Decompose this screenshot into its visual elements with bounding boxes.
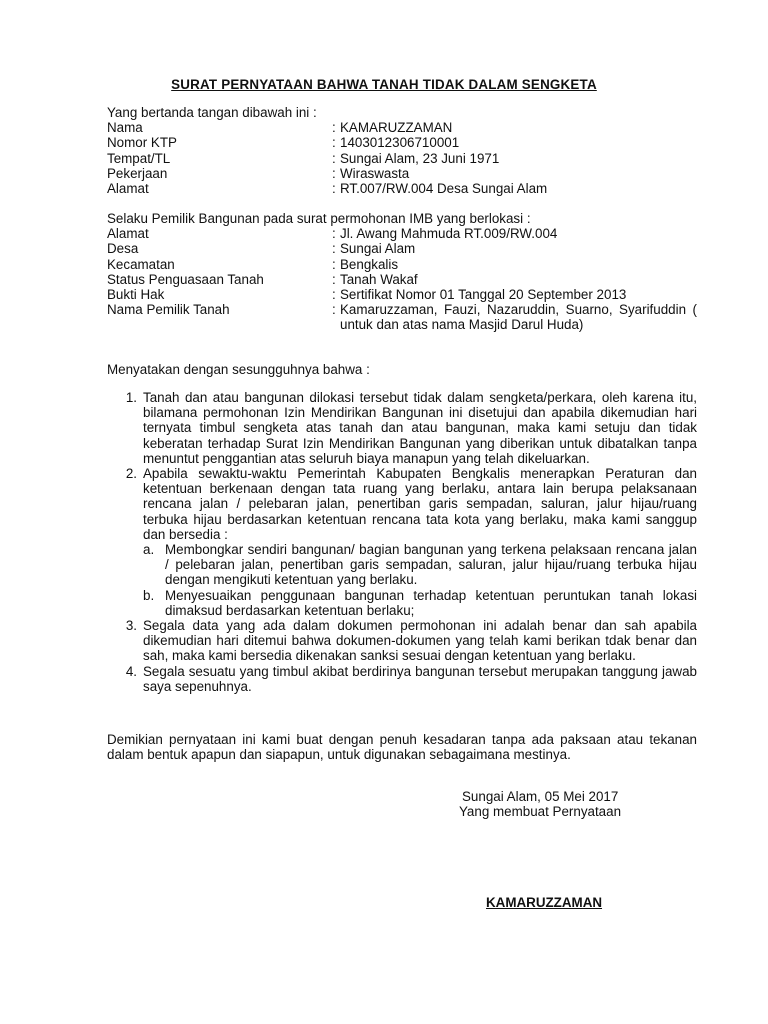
item-text: Apabila sewaktu-waktu Pemerintah Kabupaten Bengkalis menerapkan Peraturan dan ketentuan berkenaan dengan tata ruang yang berlaku, antara lain berupa pelaksanaan rencana jalan / pelebaran jalan, penertiban garis sempadan, saluran, jalur hijau/ruang terbuka hijau berdasarkan ketentuan rencana tata kota yang berlaku, maka kami sanggup dan bersedia : <box>143 466 697 542</box>
field-label: Nomor KTP <box>107 135 177 151</box>
signer-section <box>107 105 697 196</box>
list-item <box>107 618 697 664</box>
field-label: Kecamatan <box>107 256 175 272</box>
field-label: Desa <box>107 241 139 257</box>
person-row-job: Pekerjaan : Wiraswasta <box>107 166 697 181</box>
location-row-status: Status Penguasaan Tanah : Tanah Wakaf <box>107 272 697 287</box>
sub-item-label: a. <box>143 542 155 558</box>
field-value: Jl. Awang Mahmuda RT.009/RW.004 <box>340 226 558 242</box>
location-intro: Selaku Pemilik Bangunan pada surat permohonan IMB yang berlokasi : <box>107 211 531 226</box>
item-text: Segala data yang ada dalam dokumen permohonan ini adalah benar dan sah apabila dikemudian hari ditemui bahwa dokumen-dokumen yang telah kami berikan tdak benar dan sah, maka kami bersedia dikenakan sanksi sesuai dengan ketentuan yang berlaku. <box>143 618 697 664</box>
signer-role: Yang membuat Pernyataan <box>459 804 622 819</box>
list-item <box>107 664 697 694</box>
item-number: 4. <box>125 663 137 679</box>
field-label: Alamat <box>107 181 149 197</box>
sub-item <box>143 542 697 588</box>
field-label: Status Penguasaan Tanah <box>107 271 264 287</box>
field-value: Sungai Alam <box>340 241 416 257</box>
location-row-village: Desa : Sungai Alam <box>107 241 697 256</box>
field-value: KAMARUZZAMAN <box>340 120 453 136</box>
field-value: Tanah Wakaf <box>340 271 418 287</box>
sub-item-text: Menyesuaikan penggunaan bangunan terhadap ketentuan peruntukan tanah lokasi dimaksud berdasarkan ketentuan berlaku; <box>165 587 697 618</box>
field-value: Wiraswasta <box>340 165 410 181</box>
field-label: Nama <box>107 120 143 136</box>
field-value: 1403012306710001 <box>340 135 460 151</box>
item-number: 2. <box>125 466 137 482</box>
item-text: Segala sesuatu yang timbul akibat berdirinya bangunan tersebut merupakan tanggung jawab saya sepenuhnya. <box>143 663 697 694</box>
signer-name: KAMARUZZAMAN <box>486 895 603 910</box>
statement-intro: Menyatakan dengan sesungguhnya bahwa : <box>107 362 370 377</box>
item-number: 1. <box>125 390 137 405</box>
location-section <box>107 211 697 333</box>
field-value: Bengkalis <box>340 256 399 272</box>
item-text: Tanah dan atau bangunan dilokasi tersebut tidak dalam sengketa/perkara, oleh karena itu, bilamana permohonan Izin Mendirikan Bangunan ini disetujui dan apabila dikemudian hari ternyata timbul sengketa atas tanah dan atau bangunan, maka kami setuju dan tidak keberatan terhadap Surat Izin Mendirikan Bangunan yang diberikan untuk dibatalkan tanpa menuntut penggantian atas seluruh biaya manapun yang telah dikeluarkan. <box>143 390 697 466</box>
location-row-district: Kecamatan : Bengkalis <box>107 257 697 272</box>
place-date: Sungai Alam, 05 Mei 2017 <box>462 789 619 804</box>
field-value: RT.007/RW.004 Desa Sungai Alam <box>340 181 548 197</box>
list-item <box>107 466 697 618</box>
closing-paragraph: Demikian pernyataan ini kami buat dengan penuh kesadaran tanpa ada paksaan atau tekanan dalam bentuk apapun dan siapapun, untuk digunakan sebagaimana mestinya. <box>107 732 697 763</box>
list-item <box>107 390 697 466</box>
field-value: Kamaruzzaman, Fauzi, Nazaruddin, Suarno, Syarifuddin ( untuk dan atas nama Masjid Darul Huda) <box>340 302 697 333</box>
field-label: Nama Pemilik Tanah <box>107 302 230 318</box>
field-label: Pekerjaan <box>107 165 168 181</box>
document-title: SURAT PERNYATAAN BAHWA TANAH TIDAK DALAM SENGKETA <box>171 77 597 92</box>
field-label: Tempat/TL <box>107 150 171 166</box>
intro-text: Yang bertanda tangan dibawah ini : <box>107 105 317 120</box>
sub-item <box>143 588 697 618</box>
location-row-proof: Bukti Hak : Sertifikat Nomor 01 Tanggal 20 September 2013 <box>107 287 697 302</box>
field-label: Bukti Hak <box>107 287 165 303</box>
person-row-name: Nama : KAMARUZZAMAN <box>107 120 697 135</box>
field-value: Sertifikat Nomor 01 Tanggal 20 September 2013 <box>340 287 627 303</box>
statement-list <box>107 390 697 694</box>
item-number: 3. <box>125 618 137 634</box>
field-value: Sungai Alam, 23 Juni 1971 <box>340 150 500 166</box>
sub-item-label: b. <box>143 587 155 603</box>
field-label: Alamat <box>107 226 149 242</box>
sub-item-text: Membongkar sendiri bangunan/ bagian bangunan yang terkena pelaksaan rencana jalan / pelebaran jalan, penertiban garis sempadan, saluran, jalur hijau/ruang terbuka hijau dengan mengikuti ketentuan yang berlaku. <box>165 542 697 588</box>
location-row-address: Alamat : Jl. Awang Mahmuda RT.009/RW.004 <box>107 226 697 241</box>
location-row-owner: Nama Pemilik Tanah : Kamaruzzaman, Fauzi, Nazaruddin, Suarno, Syarifuddin ( untuk dan atas nama Masjid Darul Huda) <box>107 302 697 333</box>
person-row-address: Alamat : RT.007/RW.004 Desa Sungai Alam <box>107 181 697 196</box>
person-row-ktp: Nomor KTP : 1403012306710001 <box>107 135 697 150</box>
person-row-birth: Tempat/TL : Sungai Alam, 23 Juni 1971 <box>107 151 697 166</box>
